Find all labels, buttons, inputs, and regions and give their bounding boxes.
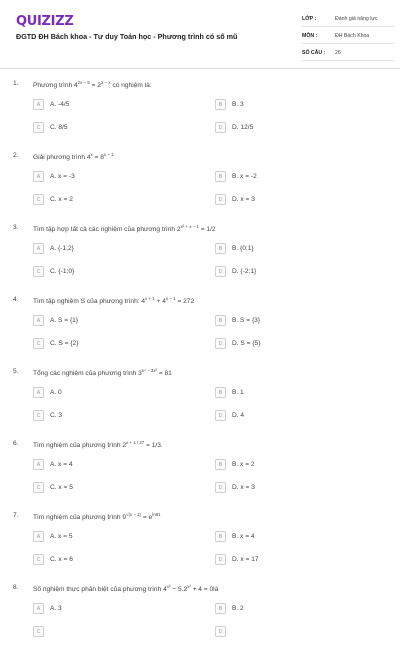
option-text: C. S = {2} (50, 340, 79, 347)
answer-option-c[interactable] (33, 266, 183, 277)
answer-option-a[interactable] (33, 315, 183, 326)
question-exponent: √(x − 1) (126, 512, 142, 517)
meta-label: MÔN : (302, 33, 318, 39)
option-key-box: B (215, 603, 226, 614)
option-text: D. {-2;1} (232, 268, 257, 275)
option-text: A. -4/5 (50, 101, 70, 108)
question-text-tail: = 1/3 (144, 442, 161, 449)
question-text-main: Phương trình 4 (33, 82, 78, 89)
option-key-box: B (215, 315, 226, 326)
option-text: B. {0;1} (232, 245, 254, 252)
option-text: C. 3 (50, 412, 63, 419)
question-item (0, 293, 400, 365)
answer-option-b[interactable] (215, 603, 365, 614)
option-key-box: D (215, 338, 226, 349)
answer-option-d[interactable] (215, 554, 365, 565)
option-key-box: B (215, 171, 226, 182)
option-key-box: C (33, 194, 44, 205)
option-text: A. S = {1} (50, 317, 79, 324)
question-text (33, 512, 161, 521)
option-text: B. S = {3} (232, 317, 261, 324)
option-key-box: D (215, 626, 226, 637)
answer-option-b[interactable] (215, 243, 365, 254)
option-key-box: B (215, 99, 226, 110)
option-key-box: B (215, 459, 226, 470)
option-key-box: A (33, 171, 44, 182)
meta-value: ĐH Bách Khoa (335, 33, 370, 39)
option-text: B. 1 (232, 389, 244, 396)
question-number: 8. (13, 584, 19, 591)
answer-option-c[interactable] (33, 482, 183, 493)
option-text: B. 2 (232, 605, 244, 612)
option-text: C. x = 6 (50, 556, 73, 563)
answer-option-a[interactable] (33, 459, 183, 470)
question-exponent: x + 1 / 27 (126, 440, 145, 445)
question-text (33, 440, 163, 449)
meta-row-subject (302, 30, 394, 44)
question-text-tail: = 81 (157, 370, 172, 377)
answer-option-b[interactable] (215, 99, 365, 110)
worksheet-title: ĐGTD ĐH Bách khoa - Tư duy Toán học - Phương trình có số mũ (16, 32, 238, 41)
question-exponent: 2x − 5 (77, 80, 90, 85)
answer-option-b[interactable] (215, 315, 365, 326)
question-exponent: x⁴ − 3x² (141, 368, 157, 373)
option-key-box: B (215, 387, 226, 398)
answer-option-a[interactable] (33, 603, 183, 614)
option-key-box: D (215, 410, 226, 421)
answer-option-c[interactable] (33, 194, 183, 205)
option-key-box: D (215, 554, 226, 565)
question-number: 6. (13, 440, 19, 447)
question-number: 7. (13, 512, 19, 519)
option-key-box: B (215, 531, 226, 542)
answer-option-a[interactable] (33, 99, 183, 110)
header-divider (0, 68, 400, 69)
option-text: D. 4 (232, 412, 245, 419)
answer-option-a[interactable] (33, 171, 183, 182)
worksheet-header (0, 0, 400, 66)
option-text: C. x = 2 (50, 196, 73, 203)
option-text: A. {-1;2} (50, 245, 74, 252)
question-text (33, 152, 114, 161)
question-text-end: có nghiệm là: (110, 82, 152, 89)
option-text: D. x = 17 (232, 556, 259, 563)
question-text-end: + 4 = 0là (190, 586, 219, 593)
question-exponent-2: x² (187, 584, 191, 589)
question-number: 1. (13, 80, 19, 87)
question-text-tail: − 5.2 (170, 586, 188, 593)
question-item (0, 581, 400, 653)
option-text: B. x = 4 (232, 533, 255, 540)
option-key-box: A (33, 459, 44, 470)
answer-option-d[interactable] (215, 266, 365, 277)
option-key-box: C (33, 338, 44, 349)
question-text-main: Tổng các nghiệm của phương trình 3 (33, 370, 142, 377)
answer-option-a[interactable] (33, 531, 183, 542)
question-list (0, 77, 400, 653)
answer-option-d[interactable] (215, 482, 365, 493)
meta-row-class (302, 13, 394, 27)
option-text: A. x = 5 (50, 533, 73, 540)
question-exponent-2: x − 1 (103, 152, 114, 157)
answer-option-c[interactable] (33, 626, 183, 637)
answer-option-c[interactable] (33, 338, 183, 349)
question-number: 3. (13, 224, 19, 231)
option-key-box: C (33, 410, 44, 421)
option-key-box: C (33, 122, 44, 133)
option-key-box: A (33, 99, 44, 110)
answer-option-b[interactable] (215, 531, 365, 542)
option-text: A. x = 4 (50, 461, 73, 468)
option-key-box: A (33, 315, 44, 326)
question-number: 4. (13, 296, 19, 303)
question-text-tail: = 1/2 (198, 226, 216, 233)
option-key-box: D (215, 266, 226, 277)
question-text-tail: = e (141, 514, 153, 521)
question-text-main: Tìm nghiệm của phương trình 9 (33, 514, 127, 521)
question-exponent: x + 1 (145, 296, 155, 301)
option-text: A. 3 (50, 605, 62, 612)
meta-value: 26 (335, 50, 341, 56)
answer-option-c[interactable] (33, 554, 183, 565)
question-number: 5. (13, 368, 19, 375)
question-number: 2. (13, 152, 19, 159)
option-text: C. x = 5 (50, 484, 73, 491)
question-text-end: . (160, 442, 163, 449)
question-text-main: Số nghiệm thực phân biệt của phương trình 4 (33, 586, 167, 593)
question-text-main: Tìm nghiệm của phương trình 2 (33, 442, 127, 449)
question-exponent: x² (166, 584, 171, 589)
option-text: B. x = -2 (232, 173, 257, 180)
option-key-box: C (33, 554, 44, 565)
question-text-tail: + 4 (154, 298, 166, 305)
question-item (0, 437, 400, 509)
option-text: D. x = 3 (232, 196, 255, 203)
question-item (0, 77, 400, 149)
option-key-box: C (33, 266, 44, 277)
answer-option-d[interactable] (215, 122, 365, 133)
option-key-box: A (33, 531, 44, 542)
option-key-box: C (33, 482, 44, 493)
question-exponent: x (90, 152, 93, 157)
option-key-box: A (33, 243, 44, 254)
option-text: D. 12/5 (232, 124, 254, 131)
option-text: B. 3 (232, 101, 244, 108)
question-exponent-2: ln81 (152, 512, 161, 517)
question-item (0, 509, 400, 581)
answer-option-a[interactable] (33, 387, 183, 398)
option-text: A. x = -3 (50, 173, 75, 180)
answer-option-a[interactable] (33, 243, 183, 254)
meta-label: SỐ CÂU : (302, 50, 326, 56)
question-text-tail: = 8 (92, 154, 104, 161)
option-key-box: D (215, 194, 226, 205)
question-text (33, 80, 152, 89)
answer-option-c[interactable] (33, 122, 183, 133)
option-key-box: B (215, 243, 226, 254)
question-text (33, 296, 194, 305)
question-text-main: Tìm tập nghiệm S của phương trình: 4 (33, 298, 146, 305)
question-text-main: Giải phương trình 4 (33, 154, 91, 161)
option-key-box: D (215, 122, 226, 133)
answer-option-b[interactable] (215, 459, 365, 470)
answer-option-d[interactable] (215, 194, 365, 205)
option-key-box: A (33, 387, 44, 398)
answer-option-c[interactable] (33, 410, 183, 421)
option-text: C. {-1;0} (50, 268, 75, 275)
option-text: A. 0 (50, 389, 62, 396)
meta-label: LỚP : (302, 16, 317, 22)
quizizz-logo: QUIZIZZ (16, 14, 74, 29)
question-item (0, 365, 400, 437)
option-text: D. x = 3 (232, 484, 255, 491)
option-text: C. 8/5 (50, 124, 68, 131)
answer-option-d[interactable] (215, 410, 365, 421)
answer-option-d[interactable] (215, 626, 365, 637)
question-item (0, 221, 400, 293)
question-text-tail: = 2 (89, 82, 101, 89)
meta-value: Đánh giá năng lực (335, 16, 378, 22)
question-text (33, 584, 218, 593)
question-exponent: x² + x − 1 (180, 224, 199, 229)
option-text: B. x = 2 (232, 461, 255, 468)
option-text: D. S = {5} (232, 340, 261, 347)
option-key-box: A (33, 603, 44, 614)
answer-option-d[interactable] (215, 338, 365, 349)
answer-option-b[interactable] (215, 171, 365, 182)
option-key-box: D (215, 482, 226, 493)
answer-option-b[interactable] (215, 387, 365, 398)
meta-row-question-count (302, 47, 394, 61)
option-key-box: C (33, 626, 44, 637)
question-text-end: = 272 (175, 298, 195, 305)
worksheet-meta (302, 13, 394, 64)
question-text (33, 224, 216, 233)
question-exponent-2: 2 − x (100, 80, 111, 85)
question-item (0, 149, 400, 221)
question-text-main: Tìm tập hợp tất cả các nghiệm của phương trình 2 (33, 226, 181, 233)
question-exponent-2: x − 1 (165, 296, 176, 301)
question-text (33, 368, 172, 377)
